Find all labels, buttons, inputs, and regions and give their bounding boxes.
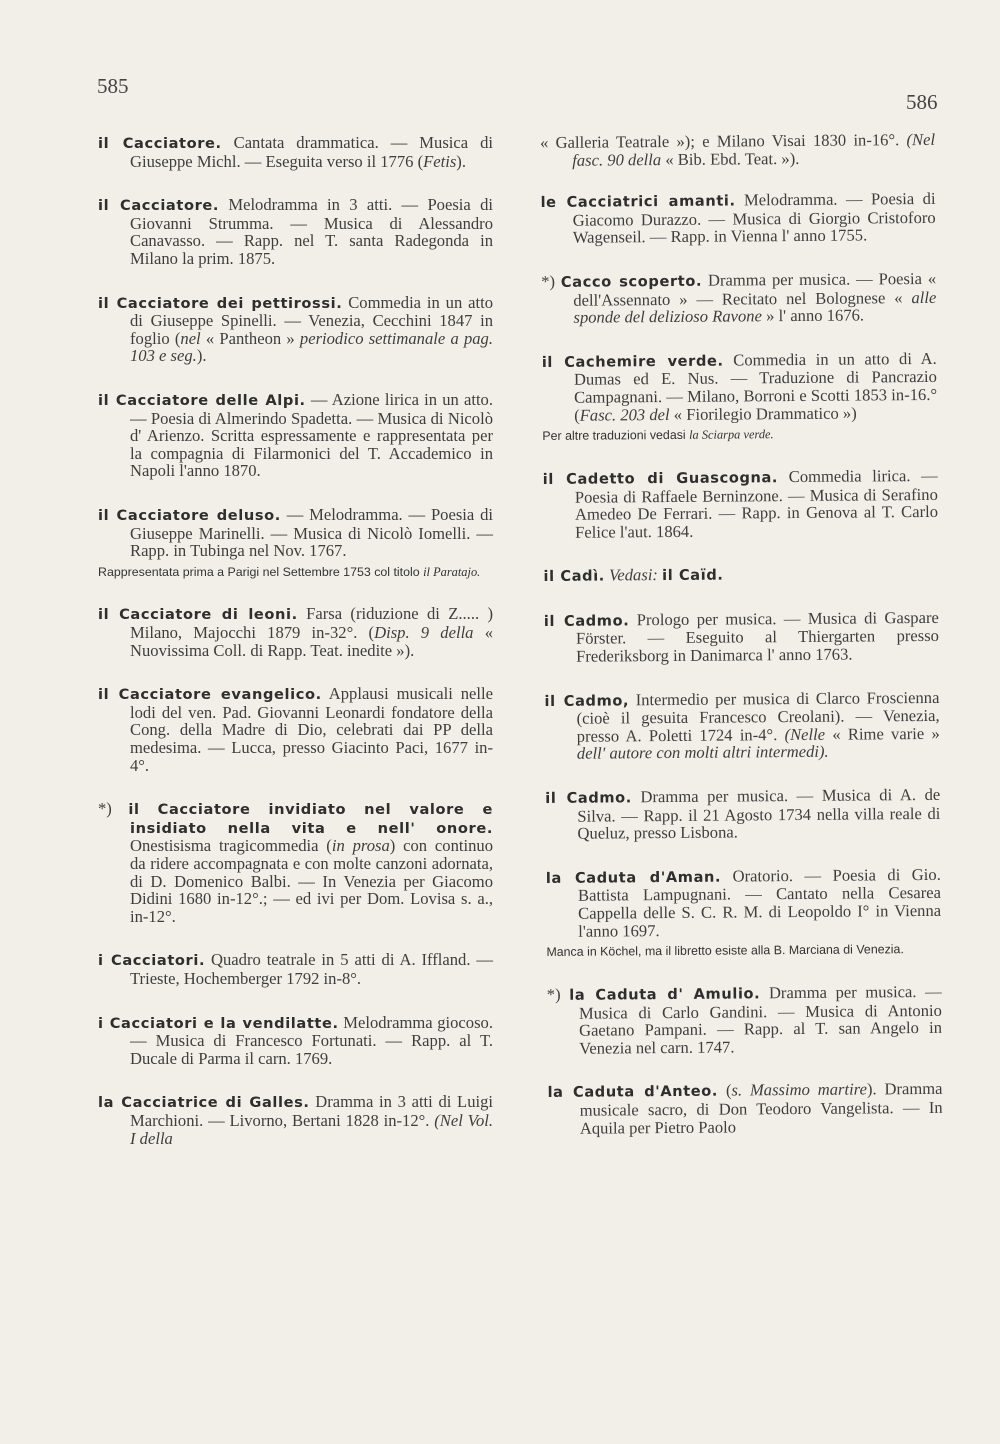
entry-text: « Pantheon » — [200, 328, 300, 348]
entry-text: ). Dramma musicale sacro, di Don Teodoro Vangelista. — In Aquila per Pietro Paolo — [579, 1079, 943, 1138]
entry-text: il Caïd. — [662, 566, 724, 585]
entry-text: Intermedio per musica di Clarco Froscienna (cioè il gesuita Francesco Creolani). — Venezia, presso A. Poletti 1724 in-4°. — [576, 687, 940, 746]
entry-text: Fasc. 203 del — [579, 404, 670, 425]
entry-title: il Cacciatore di leoni. — [98, 606, 298, 624]
entry-marker: *) — [98, 799, 129, 819]
entry-title: il Cacciatore. — [98, 135, 222, 152]
entry-text: (Nel Vol. I della — [130, 1110, 493, 1148]
entry-text: Onestisisma tragicommedia ( — [130, 836, 332, 856]
entry-title: la Caduta d'Anteo. — [547, 1083, 719, 1102]
catalog-entry — [543, 467, 939, 541]
entry-text: « Galleria Teatrale »); e Milano Visai 1830 in-16°. — [539, 130, 907, 152]
entry-title: i Cacciatori e la vendilatte. — [98, 1014, 339, 1032]
entry-text: Commedia in un atto di A. Dumas ed E. Nus. — Traduzione di Pancrazio Campagnani. — Milano, Borroni e Scotti 1853 in-16.° ( — [573, 348, 938, 425]
entry-title: il Cadmo, — [544, 691, 630, 710]
entry-marker: *) — [546, 984, 570, 1004]
catalog-entry — [544, 689, 940, 763]
entry-text: s. Massimo martire — [731, 1079, 867, 1100]
entry-title: il Cacciatore evangelico. — [98, 686, 322, 704]
entry-text: Melodramma giocoso. — Musica di Francesco Fortunati. — Rapp. al T. Ducale di Parma il carn. 1769. — [130, 1012, 493, 1068]
entry-title: il Cacciatore dei pettirossi. — [98, 294, 343, 312]
entry-text: — Melodramma. — Poesia di Giuseppe Marinelli. — Musica di Nicolò Iomelli. — Rapp. in Tubinga nel Nov. 1767. — [130, 504, 493, 561]
catalog-entry — [545, 786, 940, 843]
entry-title: il Cachemire verde. — [541, 352, 724, 371]
right-column — [540, 131, 943, 1163]
entry-text: Dramma per musica. — Musica di Carlo Gandini. — Musica di Antonio Gaetano Pampani. — Rapp. al T. san Angelo in Venezia nel carn. 1747. — [578, 981, 943, 1058]
entry-text: » l' anno 1676. — [761, 305, 865, 326]
entry-text: Commedia in un atto di Giuseppe Spinelli. — Venezia, Cecchini 1847 in foglio ( — [130, 292, 493, 348]
catalog-entry — [98, 800, 493, 925]
catalog-entry — [540, 131, 935, 169]
entry-text: « Bib. Ebd. Teat. »). — [661, 148, 800, 169]
entry-text: ). — [456, 151, 466, 171]
entry-text: Dramma in 3 atti di Luigi Marchioni. — Livorno, Bertani 1828 in-12°. — [130, 1092, 494, 1130]
entry-title: il Cadmo. — [543, 612, 630, 630]
catalog-entry — [540, 190, 935, 247]
entry-text: ) con continuo da ridere accompagnata e con molte canzoni adornata, di D. Domenico Balbi. — In Venezia per Giacomo Didini 1680 in-12°.; — ed ivi per Dom. Lovisa s. a., in-12°. — [130, 836, 494, 926]
entry-text: (Nelle — [784, 724, 826, 744]
catalog-entry — [98, 1014, 493, 1068]
entry-text: ( — [717, 1080, 732, 1101]
entry-text: Quadro teatrale in 5 atti di A. Iffland. — Trieste, Hochemberger 1792 in-8°. — [130, 950, 494, 988]
entry-note — [546, 943, 941, 960]
entry-text: alle sponde del delizioso Ravone — [573, 287, 937, 327]
catalog-entry — [543, 564, 938, 586]
catalog-entry — [542, 350, 938, 424]
page-number-left: 585 — [97, 74, 129, 98]
entry-text: in prosa — [331, 836, 390, 856]
entry-text: Prologo per musica. — Musica di Gaspare Förster. — Eseguito al Thiergarten presso Frederiksborg in Danimarca l' anno 1763. — [575, 607, 940, 666]
entry-title: il Cacciatore deluso. — [98, 506, 281, 524]
catalog-entry — [98, 1093, 493, 1147]
entry-text: Farsa (riduzione di Z..... ) Milano, Majocchi 1879 in-32°. ( — [130, 604, 493, 643]
catalog-entry — [98, 951, 493, 987]
catalog-entry — [98, 506, 493, 560]
entry-text: « Nuovissima Coll. di Rapp. Teat. inedite »). — [130, 623, 493, 660]
entry-text: ). — [196, 346, 207, 366]
entry-text: il Paratajo. — [423, 564, 481, 579]
entry-text: — Azione lirica in un atto. — Poesia di Almerindo Spadetta. — Musica di Nicolò d' Arienzo. Scritta espressamente e rappresentata per la compagnia di Filarmonici del T. Accademico in Napoli l'anno 1870. — [130, 389, 494, 481]
entry-text: nel — [180, 328, 201, 348]
entry-text: Commedia lirica. — Poesia di Raffaele Berninzone. — Musica di Serafino Amedeo De Ferrari. — Rapp. in Genova al T. Carlo Felice l'aut. 1864. — [574, 465, 939, 542]
entry-text: Manca in Köchel, ma il libretto esiste alla B. Marciana di Venezia. — [546, 942, 904, 960]
catalog-entry — [98, 685, 493, 774]
entry-text: Melodramma in 3 atti. — Poesia di Giovanni Strumma. — Musica di Alessandro Canavasso. — Rapp. nel T. santa Radegonda in Milano la prim. 1875. — [130, 195, 493, 268]
entry-text: Cantata drammatica. — Musica di Giuseppe Michl. — Eseguita verso il 1776 ( — [130, 133, 493, 171]
entry-title: la Caduta d'Aman. — [545, 868, 722, 887]
catalog-entry — [547, 983, 943, 1057]
entry-text: Fetis — [423, 151, 457, 171]
catalog-entry — [98, 134, 493, 170]
catalog-entry — [541, 270, 936, 327]
entry-title: i Cacciatori. — [98, 952, 206, 970]
entry-title: il Cadmo. — [545, 789, 632, 808]
catalog-entry — [98, 605, 493, 659]
entry-title: la Caduta d' Amulio. — [569, 985, 761, 1004]
entry-title: le Cacciatrici amanti. — [540, 192, 736, 212]
entry-text: dell' autore con molti altri intermedi). — [576, 742, 829, 764]
entry-note — [542, 427, 937, 444]
entry-text: Dramma per musica. — Musica di A. de Silva. — Rapp. il 21 Agosto 1734 nella villa reale di Queluz, presso Lisbona. — [577, 784, 941, 843]
entry-marker: *) — [541, 271, 561, 291]
entry-title: Cacco scoperto. — [560, 272, 703, 291]
entry-text: Per altre traduzioni vedasi — [542, 427, 690, 444]
entry-title: la Cacciatrice di Galles. — [98, 1094, 310, 1112]
entry-text: « Fiorilegio Drammatico ») — [669, 403, 857, 424]
catalog-entry — [98, 391, 493, 480]
entry-title: il Cadetto di Guascogna. — [542, 469, 779, 488]
entry-text: Oratorio. — Poesia di Gio. Battista Lampugnani. — Cantato nella Cesarea Cappella delle S. C. R. M. di Leopoldo I° in Vienna l'anno 1697. — [577, 864, 942, 941]
catalog-entry — [98, 196, 493, 267]
catalog-entry — [546, 866, 942, 940]
page-number-right: 586 — [906, 90, 938, 114]
entry-title: il Cacciatore invidiato nel valore e insidiato nella vita e nell' onore. — [128, 801, 493, 837]
entry-text: Melodramma. — Poesia di Giacomo Durazzo. — Musica di Giorgio Cristoforo Wagenseil. — Rapp. in Vienna l' anno 1755. — [572, 189, 936, 248]
entry-title: il Cacciatore delle Alpi. — [98, 391, 306, 409]
entry-note — [98, 566, 493, 580]
catalog-entry — [547, 1080, 942, 1137]
entry-text: Rappresentata prima a Parigi nel Settembre 1753 col titolo — [98, 564, 424, 579]
left-column — [98, 134, 493, 1173]
entry-text: Disp. 9 della — [374, 623, 474, 643]
entry-text: « Rime varie » — [825, 723, 940, 744]
entry-title: il Cadì. — [543, 567, 605, 586]
entry-title: il Cacciatore. — [98, 197, 220, 215]
catalog-entry — [98, 294, 493, 365]
catalog-entry — [544, 609, 939, 666]
entry-text: Applausi musicali nelle lodi del ven. Pad. Giovanni Leonardi fondatore della Cong. della Madre di Dio, celebrati dai PP della medesima. — Lucca, presso Giacinto Paci, 1677 in-4°. — [130, 684, 493, 775]
entry-text: (Nel fasc. 90 della — [572, 129, 936, 170]
entry-text: la Sciarpa verde. — [689, 427, 774, 442]
entry-text: periodico settimanale a pag. 103 e seg. — [130, 328, 493, 366]
entry-text: Vedasi: — [608, 565, 658, 585]
entry-text: Dramma per musica. — Poesia « dell'Assennato » — Recitato nel Bolognese « — [573, 268, 937, 310]
